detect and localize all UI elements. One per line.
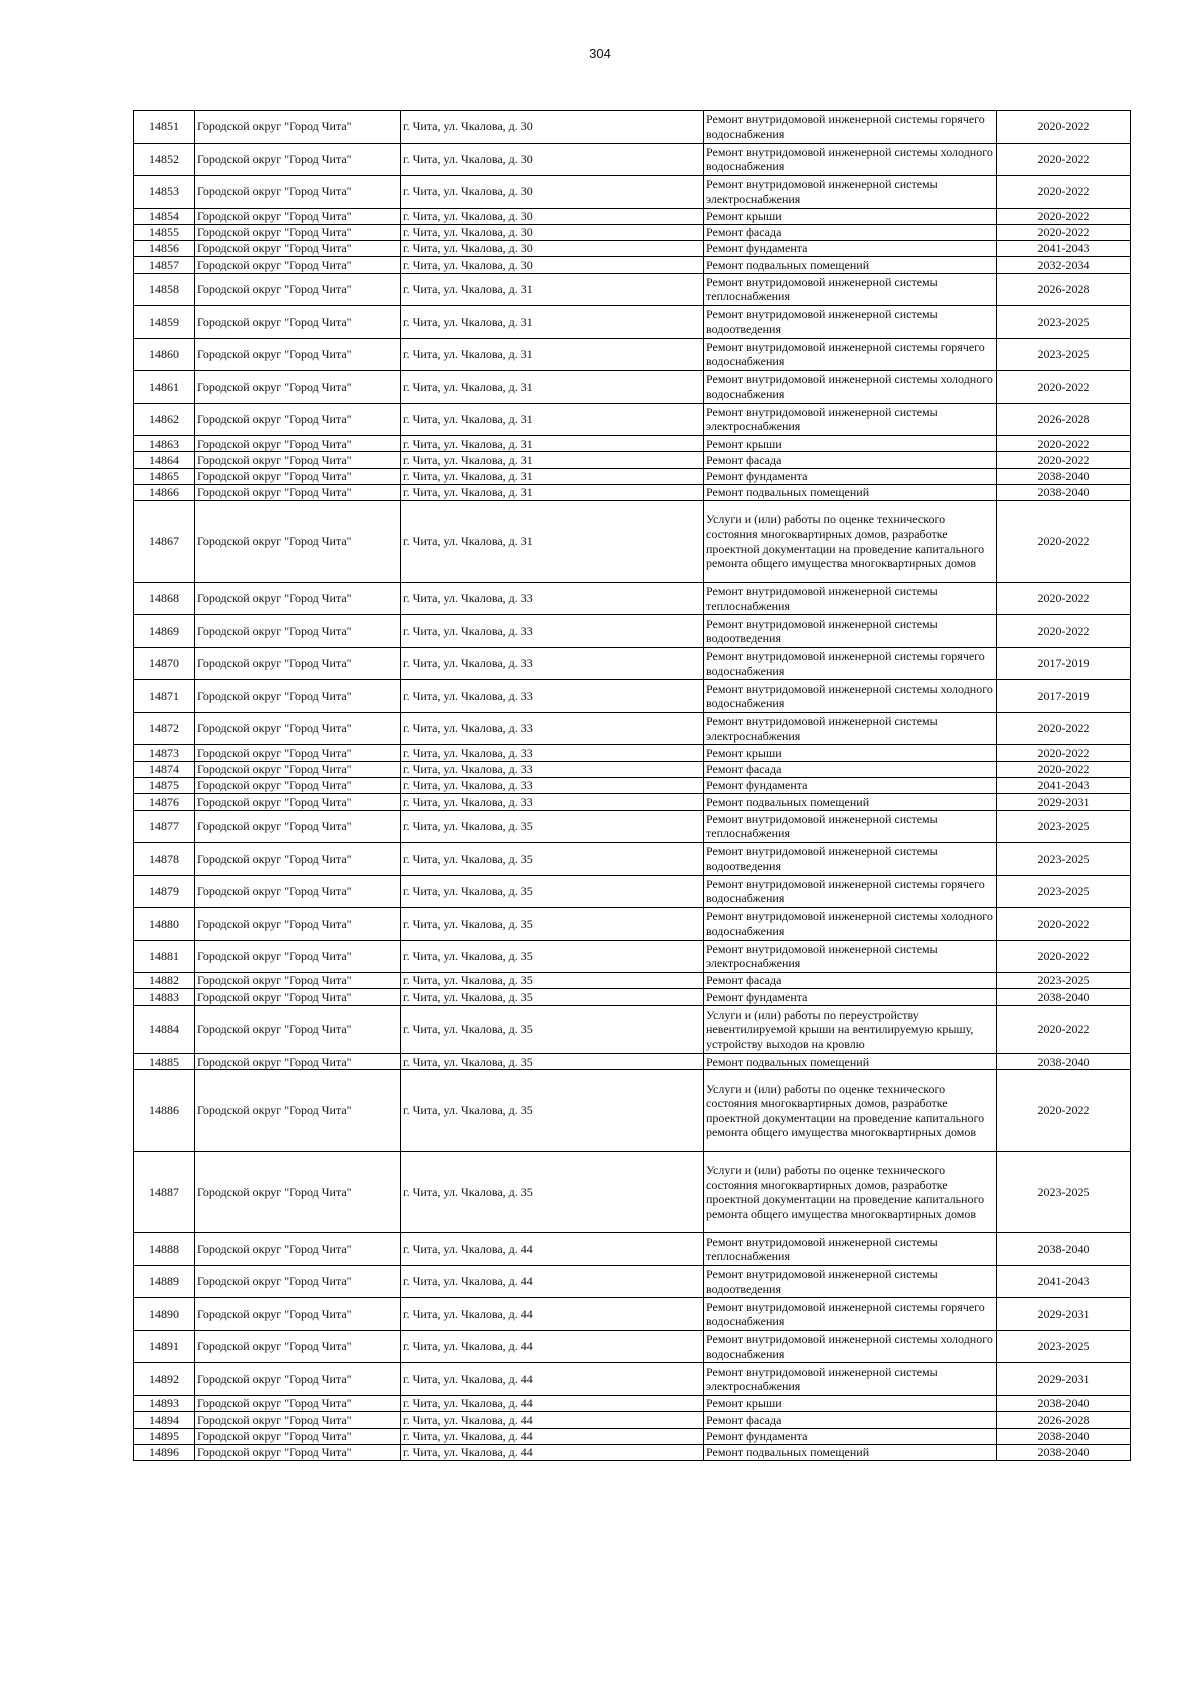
row-number: 14856 <box>134 241 195 257</box>
table-row <box>134 1151 1131 1233</box>
row-number: 14868 <box>134 582 195 615</box>
municipality-cell: Городской округ "Город Чита" <box>195 1395 401 1411</box>
work-type-cell: Ремонт фасада <box>704 452 997 468</box>
period-cell: 2020-2022 <box>997 176 1131 209</box>
work-type-cell: Ремонт фасада <box>704 973 997 989</box>
municipality-cell: Городской округ "Город Чита" <box>195 761 401 777</box>
address-cell: г. Чита, ул. Чкалова, д. 35 <box>401 1005 704 1054</box>
work-type-cell: Ремонт внутридомовой инженерной системы теплоснабжения <box>704 1233 997 1266</box>
work-type-cell: Ремонт внутридомовой инженерной системы холодного водоснабжения <box>704 1330 997 1363</box>
table-row <box>134 1054 1131 1070</box>
municipality-cell: Городской округ "Город Чита" <box>195 306 401 339</box>
work-type-cell: Ремонт внутридомовой инженерной системы холодного водоснабжения <box>704 143 997 176</box>
period-cell: 2020-2022 <box>997 940 1131 973</box>
address-cell: г. Чита, ул. Чкалова, д. 31 <box>401 452 704 468</box>
table-row <box>134 1395 1131 1411</box>
address-cell: г. Чита, ул. Чкалова, д. 44 <box>401 1265 704 1298</box>
period-cell: 2020-2022 <box>997 1070 1131 1152</box>
row-number: 14860 <box>134 338 195 371</box>
work-type-cell: Ремонт фасада <box>704 761 997 777</box>
period-cell: 2023-2025 <box>997 338 1131 371</box>
row-number: 14869 <box>134 615 195 648</box>
table-row <box>134 582 1131 615</box>
period-cell: 2023-2025 <box>997 1151 1131 1233</box>
period-cell: 2017-2019 <box>997 647 1131 680</box>
table-row <box>134 712 1131 745</box>
row-number: 14877 <box>134 810 195 843</box>
row-number: 14863 <box>134 436 195 452</box>
table-row <box>134 875 1131 908</box>
work-type-cell: Ремонт внутридомовой инженерной системы горячего водоснабжения <box>704 647 997 680</box>
work-type-cell: Ремонт подвальных помещений <box>704 794 997 810</box>
municipality-cell: Городской округ "Город Чита" <box>195 208 401 224</box>
municipality-cell: Городской округ "Город Чита" <box>195 908 401 941</box>
table-row <box>134 1444 1131 1460</box>
address-cell: г. Чита, ул. Чкалова, д. 33 <box>401 712 704 745</box>
registry-table <box>133 110 1131 1461</box>
table-row <box>134 1412 1131 1428</box>
row-number: 14853 <box>134 176 195 209</box>
address-cell: г. Чита, ул. Чкалова, д. 35 <box>401 1070 704 1152</box>
work-type-cell: Ремонт крыши <box>704 745 997 761</box>
period-cell: 2023-2025 <box>997 1330 1131 1363</box>
work-type-cell: Ремонт крыши <box>704 1395 997 1411</box>
work-type-cell: Ремонт внутридомовой инженерной системы электроснабжения <box>704 1363 997 1396</box>
row-number: 14855 <box>134 224 195 240</box>
period-cell: 2020-2022 <box>997 1005 1131 1054</box>
municipality-cell: Городской округ "Город Чита" <box>195 1298 401 1331</box>
work-type-cell: Ремонт внутридомовой инженерной системы горячего водоснабжения <box>704 1298 997 1331</box>
work-type-cell: Ремонт подвальных помещений <box>704 485 997 501</box>
table-row <box>134 1330 1131 1363</box>
municipality-cell: Городской округ "Город Чита" <box>195 1054 401 1070</box>
row-number: 14851 <box>134 111 195 144</box>
address-cell: г. Чита, ул. Чкалова, д. 30 <box>401 143 704 176</box>
address-cell: г. Чита, ул. Чкалова, д. 44 <box>401 1298 704 1331</box>
address-cell: г. Чита, ул. Чкалова, д. 33 <box>401 777 704 793</box>
table-row <box>134 468 1131 484</box>
period-cell: 2038-2040 <box>997 1233 1131 1266</box>
address-cell: г. Чита, ул. Чкалова, д. 35 <box>401 810 704 843</box>
work-type-cell: Ремонт фасада <box>704 224 997 240</box>
work-type-cell: Ремонт фасада <box>704 1412 997 1428</box>
table-row <box>134 1005 1131 1054</box>
row-number: 14864 <box>134 452 195 468</box>
work-type-cell: Ремонт внутридомовой инженерной системы горячего водоснабжения <box>704 111 997 144</box>
address-cell: г. Чита, ул. Чкалова, д. 35 <box>401 940 704 973</box>
municipality-cell: Городской округ "Город Чита" <box>195 452 401 468</box>
work-type-cell: Ремонт внутридомовой инженерной системы электроснабжения <box>704 940 997 973</box>
row-number: 14875 <box>134 777 195 793</box>
period-cell: 2020-2022 <box>997 436 1131 452</box>
work-type-cell: Услуги и (или) работы по оценке технического состояния многоквартирных домов, разработке проектной документации на проведение капитального ремонта общего имущества многоквартирных домов <box>704 501 997 583</box>
address-cell: г. Чита, ул. Чкалова, д. 33 <box>401 745 704 761</box>
address-cell: г. Чита, ул. Чкалова, д. 31 <box>401 501 704 583</box>
address-cell: г. Чита, ул. Чкалова, д. 31 <box>401 403 704 436</box>
table-row <box>134 680 1131 713</box>
address-cell: г. Чита, ул. Чкалова, д. 31 <box>401 371 704 404</box>
period-cell: 2038-2040 <box>997 1395 1131 1411</box>
table-row <box>134 485 1131 501</box>
work-type-cell: Ремонт внутридомовой инженерной системы электроснабжения <box>704 403 997 436</box>
table-row <box>134 273 1131 306</box>
period-cell: 2038-2040 <box>997 1444 1131 1460</box>
period-cell: 2026-2028 <box>997 273 1131 306</box>
municipality-cell: Городской округ "Город Чита" <box>195 1070 401 1152</box>
period-cell: 2020-2022 <box>997 452 1131 468</box>
period-cell: 2020-2022 <box>997 712 1131 745</box>
row-number: 14881 <box>134 940 195 973</box>
municipality-cell: Городской округ "Город Чита" <box>195 501 401 583</box>
row-number: 14879 <box>134 875 195 908</box>
municipality-cell: Городской округ "Город Чита" <box>195 224 401 240</box>
municipality-cell: Городской округ "Город Чита" <box>195 1233 401 1266</box>
table-row <box>134 761 1131 777</box>
address-cell: г. Чита, ул. Чкалова, д. 30 <box>401 257 704 273</box>
address-cell: г. Чита, ул. Чкалова, д. 35 <box>401 875 704 908</box>
row-number: 14886 <box>134 1070 195 1152</box>
table-row <box>134 208 1131 224</box>
table-row <box>134 647 1131 680</box>
row-number: 14862 <box>134 403 195 436</box>
period-cell: 2026-2028 <box>997 1412 1131 1428</box>
table-row <box>134 940 1131 973</box>
row-number: 14894 <box>134 1412 195 1428</box>
table-row <box>134 143 1131 176</box>
municipality-cell: Городской округ "Город Чита" <box>195 843 401 876</box>
row-number: 14891 <box>134 1330 195 1363</box>
period-cell: 2038-2040 <box>997 989 1131 1005</box>
table-row <box>134 1070 1131 1152</box>
address-cell: г. Чита, ул. Чкалова, д. 44 <box>401 1412 704 1428</box>
period-cell: 2038-2040 <box>997 1428 1131 1444</box>
table-row <box>134 1233 1131 1266</box>
row-number: 14889 <box>134 1265 195 1298</box>
address-cell: г. Чита, ул. Чкалова, д. 30 <box>401 224 704 240</box>
work-type-cell: Услуги и (или) работы по оценке технического состояния многоквартирных домов, разработке проектной документации на проведение капитального ремонта общего имущества многоквартирных домов <box>704 1070 997 1152</box>
municipality-cell: Городской округ "Город Чита" <box>195 257 401 273</box>
table-row <box>134 501 1131 583</box>
municipality-cell: Городской округ "Город Чита" <box>195 436 401 452</box>
table-row <box>134 810 1131 843</box>
row-number: 14878 <box>134 843 195 876</box>
row-number: 14892 <box>134 1363 195 1396</box>
municipality-cell: Городской округ "Город Чита" <box>195 794 401 810</box>
registry-table-body <box>134 111 1131 1461</box>
address-cell: г. Чита, ул. Чкалова, д. 44 <box>401 1233 704 1266</box>
row-number: 14880 <box>134 908 195 941</box>
municipality-cell: Городской округ "Город Чита" <box>195 111 401 144</box>
period-cell: 2041-2043 <box>997 777 1131 793</box>
address-cell: г. Чита, ул. Чкалова, д. 30 <box>401 111 704 144</box>
work-type-cell: Услуги и (или) работы по оценке технического состояния многоквартирных домов, разработке проектной документации на проведение капитального ремонта общего имущества многоквартирных домов <box>704 1151 997 1233</box>
table-row <box>134 257 1131 273</box>
period-cell: 2020-2022 <box>997 745 1131 761</box>
work-type-cell: Ремонт фундамента <box>704 241 997 257</box>
address-cell: г. Чита, ул. Чкалова, д. 30 <box>401 208 704 224</box>
table-row <box>134 241 1131 257</box>
table-row <box>134 908 1131 941</box>
address-cell: г. Чита, ул. Чкалова, д. 35 <box>401 1151 704 1233</box>
period-cell: 2038-2040 <box>997 1054 1131 1070</box>
row-number: 14885 <box>134 1054 195 1070</box>
work-type-cell: Ремонт крыши <box>704 436 997 452</box>
address-cell: г. Чита, ул. Чкалова, д. 33 <box>401 680 704 713</box>
address-cell: г. Чита, ул. Чкалова, д. 31 <box>401 468 704 484</box>
work-type-cell: Ремонт внутридомовой инженерной системы водоотведения <box>704 306 997 339</box>
municipality-cell: Городской округ "Город Чита" <box>195 1428 401 1444</box>
row-number: 14876 <box>134 794 195 810</box>
municipality-cell: Городской округ "Город Чита" <box>195 615 401 648</box>
work-type-cell: Ремонт внутридомовой инженерной системы электроснабжения <box>704 712 997 745</box>
municipality-cell: Городской округ "Город Чита" <box>195 973 401 989</box>
address-cell: г. Чита, ул. Чкалова, д. 35 <box>401 908 704 941</box>
address-cell: г. Чита, ул. Чкалова, д. 31 <box>401 273 704 306</box>
work-type-cell: Ремонт подвальных помещений <box>704 257 997 273</box>
table-row <box>134 436 1131 452</box>
period-cell: 2020-2022 <box>997 371 1131 404</box>
address-cell: г. Чита, ул. Чкалова, д. 30 <box>401 176 704 209</box>
row-number: 14888 <box>134 1233 195 1266</box>
work-type-cell: Ремонт внутридомовой инженерной системы холодного водоснабжения <box>704 371 997 404</box>
period-cell: 2029-2031 <box>997 1363 1131 1396</box>
period-cell: 2023-2025 <box>997 875 1131 908</box>
period-cell: 2020-2022 <box>997 501 1131 583</box>
municipality-cell: Городской округ "Город Чита" <box>195 1444 401 1460</box>
address-cell: г. Чита, ул. Чкалова, д. 33 <box>401 582 704 615</box>
work-type-cell: Ремонт внутридомовой инженерной системы водоотведения <box>704 843 997 876</box>
address-cell: г. Чита, ул. Чкалова, д. 44 <box>401 1444 704 1460</box>
work-type-cell: Ремонт подвальных помещений <box>704 1444 997 1460</box>
municipality-cell: Городской округ "Город Чита" <box>195 647 401 680</box>
work-type-cell: Ремонт крыши <box>704 208 997 224</box>
period-cell: 2020-2022 <box>997 224 1131 240</box>
municipality-cell: Городской округ "Город Чита" <box>195 712 401 745</box>
work-type-cell: Ремонт внутридомовой инженерной системы теплоснабжения <box>704 810 997 843</box>
row-number: 14890 <box>134 1298 195 1331</box>
municipality-cell: Городской округ "Город Чита" <box>195 875 401 908</box>
row-number: 14883 <box>134 989 195 1005</box>
page-number: 304 <box>589 46 611 61</box>
work-type-cell: Ремонт внутридомовой инженерной системы горячего водоснабжения <box>704 875 997 908</box>
row-number: 14893 <box>134 1395 195 1411</box>
work-type-cell: Ремонт внутридомовой инженерной системы водоотведения <box>704 1265 997 1298</box>
period-cell: 2038-2040 <box>997 468 1131 484</box>
table-row <box>134 989 1131 1005</box>
table-row <box>134 745 1131 761</box>
period-cell: 2020-2022 <box>997 143 1131 176</box>
address-cell: г. Чита, ул. Чкалова, д. 44 <box>401 1363 704 1396</box>
municipality-cell: Городской округ "Город Чита" <box>195 1005 401 1054</box>
row-number: 14896 <box>134 1444 195 1460</box>
period-cell: 2017-2019 <box>997 680 1131 713</box>
address-cell: г. Чита, ул. Чкалова, д. 44 <box>401 1395 704 1411</box>
work-type-cell: Услуги и (или) работы по переустройству невентилируемой крыши на вентилируемую крышу, устройству выходов на кровлю <box>704 1005 997 1054</box>
municipality-cell: Городской округ "Город Чита" <box>195 1412 401 1428</box>
work-type-cell: Ремонт внутридомовой инженерной системы горячего водоснабжения <box>704 338 997 371</box>
row-number: 14861 <box>134 371 195 404</box>
table-row <box>134 843 1131 876</box>
municipality-cell: Городской округ "Город Чита" <box>195 273 401 306</box>
table-row <box>134 1265 1131 1298</box>
row-number: 14872 <box>134 712 195 745</box>
work-type-cell: Ремонт внутридомовой инженерной системы холодного водоснабжения <box>704 908 997 941</box>
row-number: 14854 <box>134 208 195 224</box>
period-cell: 2029-2031 <box>997 1298 1131 1331</box>
municipality-cell: Городской округ "Город Чита" <box>195 1265 401 1298</box>
address-cell: г. Чита, ул. Чкалова, д. 35 <box>401 989 704 1005</box>
period-cell: 2020-2022 <box>997 615 1131 648</box>
row-number: 14858 <box>134 273 195 306</box>
table-row <box>134 1428 1131 1444</box>
work-type-cell: Ремонт фундамента <box>704 989 997 1005</box>
address-cell: г. Чита, ул. Чкалова, д. 35 <box>401 843 704 876</box>
row-number: 14887 <box>134 1151 195 1233</box>
row-number: 14866 <box>134 485 195 501</box>
row-number: 14895 <box>134 1428 195 1444</box>
period-cell: 2023-2025 <box>997 306 1131 339</box>
address-cell: г. Чита, ул. Чкалова, д. 30 <box>401 241 704 257</box>
table-row <box>134 1298 1131 1331</box>
municipality-cell: Городской округ "Город Чита" <box>195 403 401 436</box>
period-cell: 2029-2031 <box>997 794 1131 810</box>
table-row <box>134 777 1131 793</box>
table-row <box>134 452 1131 468</box>
address-cell: г. Чита, ул. Чкалова, д. 35 <box>401 1054 704 1070</box>
row-number: 14873 <box>134 745 195 761</box>
municipality-cell: Городской округ "Город Чита" <box>195 468 401 484</box>
address-cell: г. Чита, ул. Чкалова, д. 44 <box>401 1428 704 1444</box>
municipality-cell: Городской округ "Город Чита" <box>195 680 401 713</box>
municipality-cell: Городской округ "Город Чита" <box>195 371 401 404</box>
work-type-cell: Ремонт фундамента <box>704 1428 997 1444</box>
period-cell: 2020-2022 <box>997 208 1131 224</box>
row-number: 14852 <box>134 143 195 176</box>
work-type-cell: Ремонт внутридомовой инженерной системы холодного водоснабжения <box>704 680 997 713</box>
address-cell: г. Чита, ул. Чкалова, д. 31 <box>401 485 704 501</box>
table-row <box>134 176 1131 209</box>
table-row <box>134 1363 1131 1396</box>
address-cell: г. Чита, ул. Чкалова, д. 33 <box>401 794 704 810</box>
row-number: 14865 <box>134 468 195 484</box>
period-cell: 2023-2025 <box>997 973 1131 989</box>
row-number: 14867 <box>134 501 195 583</box>
table-row <box>134 615 1131 648</box>
address-cell: г. Чита, ул. Чкалова, д. 31 <box>401 436 704 452</box>
table-row <box>134 794 1131 810</box>
municipality-cell: Городской округ "Город Чита" <box>195 777 401 793</box>
work-type-cell: Ремонт внутридомовой инженерной системы электроснабжения <box>704 176 997 209</box>
address-cell: г. Чита, ул. Чкалова, д. 31 <box>401 306 704 339</box>
period-cell: 2023-2025 <box>997 843 1131 876</box>
period-cell: 2020-2022 <box>997 582 1131 615</box>
work-type-cell: Ремонт внутридомовой инженерной системы водоотведения <box>704 615 997 648</box>
municipality-cell: Городской округ "Город Чита" <box>195 176 401 209</box>
table-row <box>134 306 1131 339</box>
period-cell: 2020-2022 <box>997 908 1131 941</box>
address-cell: г. Чита, ул. Чкалова, д. 35 <box>401 973 704 989</box>
table-row <box>134 111 1131 144</box>
municipality-cell: Городской округ "Город Чита" <box>195 241 401 257</box>
address-cell: г. Чита, ул. Чкалова, д. 33 <box>401 615 704 648</box>
period-cell: 2020-2022 <box>997 761 1131 777</box>
table-row <box>134 973 1131 989</box>
municipality-cell: Городской округ "Город Чита" <box>195 338 401 371</box>
row-number: 14871 <box>134 680 195 713</box>
municipality-cell: Городской округ "Город Чита" <box>195 1151 401 1233</box>
municipality-cell: Городской округ "Город Чита" <box>195 582 401 615</box>
municipality-cell: Городской округ "Город Чита" <box>195 940 401 973</box>
work-type-cell: Ремонт внутридомовой инженерной системы теплоснабжения <box>704 582 997 615</box>
address-cell: г. Чита, ул. Чкалова, д. 44 <box>401 1330 704 1363</box>
row-number: 14884 <box>134 1005 195 1054</box>
work-type-cell: Ремонт фундамента <box>704 468 997 484</box>
row-number: 14874 <box>134 761 195 777</box>
municipality-cell: Городской округ "Город Чита" <box>195 143 401 176</box>
period-cell: 2041-2043 <box>997 241 1131 257</box>
work-type-cell: Ремонт внутридомовой инженерной системы теплоснабжения <box>704 273 997 306</box>
period-cell: 2041-2043 <box>997 1265 1131 1298</box>
table-row <box>134 224 1131 240</box>
municipality-cell: Городской округ "Город Чита" <box>195 485 401 501</box>
municipality-cell: Городской округ "Город Чита" <box>195 745 401 761</box>
table-row <box>134 371 1131 404</box>
period-cell: 2026-2028 <box>997 403 1131 436</box>
row-number: 14857 <box>134 257 195 273</box>
work-type-cell: Ремонт подвальных помещений <box>704 1054 997 1070</box>
period-cell: 2038-2040 <box>997 485 1131 501</box>
row-number: 14882 <box>134 973 195 989</box>
period-cell: 2023-2025 <box>997 810 1131 843</box>
period-cell: 2032-2034 <box>997 257 1131 273</box>
row-number: 14859 <box>134 306 195 339</box>
address-cell: г. Чита, ул. Чкалова, д. 31 <box>401 338 704 371</box>
address-cell: г. Чита, ул. Чкалова, д. 33 <box>401 647 704 680</box>
table-row <box>134 338 1131 371</box>
municipality-cell: Городской округ "Город Чита" <box>195 1363 401 1396</box>
municipality-cell: Городской округ "Город Чита" <box>195 989 401 1005</box>
municipality-cell: Городской округ "Город Чита" <box>195 1330 401 1363</box>
municipality-cell: Городской округ "Город Чита" <box>195 810 401 843</box>
row-number: 14870 <box>134 647 195 680</box>
work-type-cell: Ремонт фундамента <box>704 777 997 793</box>
period-cell: 2020-2022 <box>997 111 1131 144</box>
table-row <box>134 403 1131 436</box>
address-cell: г. Чита, ул. Чкалова, д. 33 <box>401 761 704 777</box>
